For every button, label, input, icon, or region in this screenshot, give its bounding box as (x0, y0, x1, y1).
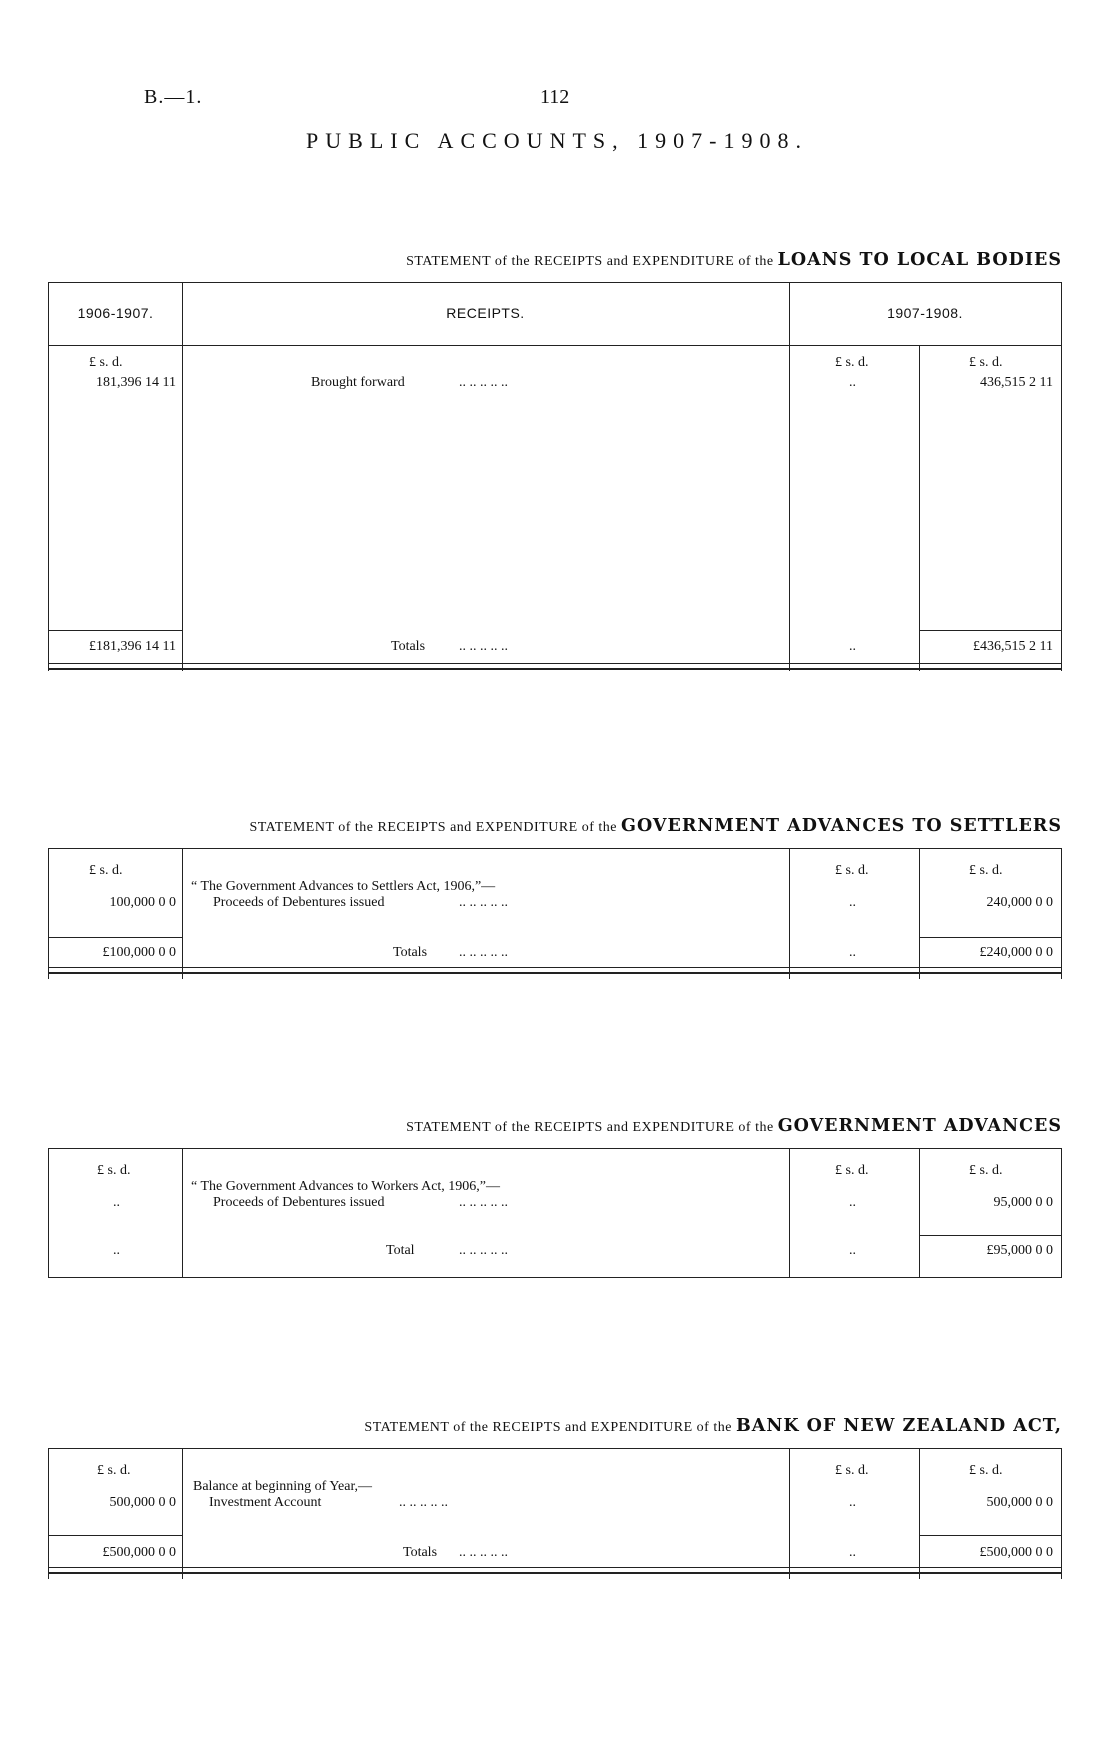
statement-subject: GOVERNMENT ADVANCES TO SETTLERS (621, 816, 1062, 836)
total-curr-value: £95,000 0 0 (986, 1243, 1053, 1258)
row-curr-value: 240,000 0 0 (986, 895, 1053, 910)
statement-subject: BANK OF NEW ZEALAND ACT, (735, 1416, 1062, 1436)
row-label: Proceeds of Debentures issued (213, 895, 385, 910)
statement-subject: LOANS TO LOCAL BODIES (777, 250, 1062, 270)
row-curr-value: 500,000 0 0 (986, 1495, 1053, 1510)
total-curr-value: £240,000 0 0 (979, 945, 1053, 960)
loans-table (48, 282, 1062, 671)
row-label: Proceeds of Debentures issued (213, 1195, 385, 1210)
currency-head-curr: £ s. d. (969, 1163, 1003, 1178)
page-code: B.—1. (144, 86, 203, 108)
leader-dots: .. .. .. .. .. (459, 375, 508, 390)
row-label: Investment Account (209, 1495, 322, 1510)
currency-head-curr: £ s. d. (969, 1463, 1003, 1478)
currency-head-curr: £ s. d. (969, 355, 1003, 370)
leader-dots: .. .. .. .. .. (459, 1545, 508, 1560)
statement-heading-workers (406, 1116, 1062, 1136)
total-curr-value: £436,515 2 11 (973, 639, 1053, 654)
act-heading: “ The Government Advances to Workers Act, 1906,”— (191, 1179, 501, 1194)
currency-head-sub: £ s. d. (835, 1463, 869, 1478)
currency-head-sub: £ s. d. (835, 355, 869, 370)
col-head-receipts: RECEIPTS. (446, 305, 525, 321)
total-sub-value: .. (849, 945, 856, 960)
total-curr-value: £500,000 0 0 (979, 1545, 1053, 1560)
row-curr-value: 436,515 2 11 (980, 375, 1053, 390)
row-sub-value: .. (849, 895, 856, 910)
statement-subject: GOVERNMENT ADVANCES (777, 1116, 1062, 1136)
act-heading: “ The Government Advances to Settlers Act, 1906,”— (191, 879, 496, 894)
total-label: Total (386, 1243, 415, 1258)
page-title: PUBLIC ACCOUNTS, 1907-1908. (306, 128, 808, 153)
leader-dots: .. .. .. .. .. (459, 945, 508, 960)
row-label: Brought forward (311, 375, 405, 390)
currency-head-prev: £ s. d. (97, 1163, 131, 1178)
statement-prefix: STATEMENT of the RECEIPTS and EXPENDITURE of the (364, 1420, 732, 1435)
currency-head-prev: £ s. d. (89, 355, 123, 370)
bank-table (48, 1448, 1062, 1579)
total-prev-value: £500,000 0 0 (102, 1545, 176, 1560)
col-head-prev-year: 1906-1907. (77, 305, 154, 321)
balance-heading: Balance at beginning of Year,— (193, 1479, 373, 1494)
leader-dots: .. .. .. .. .. (399, 1495, 448, 1510)
total-label: Totals (393, 945, 428, 960)
total-label: Totals (403, 1545, 438, 1560)
currency-head-prev: £ s. d. (97, 1463, 131, 1478)
total-label: Totals (391, 639, 426, 654)
statement-heading-loans (406, 250, 1062, 270)
statement-heading-settlers (249, 816, 1062, 836)
page-number: 112 (540, 86, 570, 108)
leader-dots: .. .. .. .. .. (459, 895, 508, 910)
total-prev-value: .. (113, 1243, 120, 1258)
row-sub-value: .. (849, 1195, 856, 1210)
statement-prefix: STATEMENT of the RECEIPTS and EXPENDITURE of the (406, 1120, 774, 1135)
total-sub-value: .. (849, 1243, 856, 1258)
row-prev-value: 100,000 0 0 (109, 895, 176, 910)
col-head-curr-year: 1907-1908. (887, 305, 963, 321)
settlers-table (48, 848, 1062, 979)
statement-prefix: STATEMENT of the RECEIPTS and EXPENDITURE of the (406, 254, 774, 269)
statement-prefix: STATEMENT of the RECEIPTS and EXPENDITURE of the (249, 820, 618, 835)
row-prev-value: 181,396 14 11 (96, 375, 176, 390)
row-sub-value: .. (849, 1495, 856, 1510)
statement-heading-bank (364, 1416, 1062, 1436)
row-prev-value: 500,000 0 0 (109, 1495, 176, 1510)
total-sub-value: .. (849, 639, 856, 654)
currency-head-sub: £ s. d. (835, 863, 869, 878)
row-prev-value: .. (113, 1195, 120, 1210)
workers-table (48, 1148, 1062, 1278)
currency-head-prev: £ s. d. (89, 863, 123, 878)
total-prev-value: £100,000 0 0 (102, 945, 176, 960)
row-sub-value: .. (849, 375, 856, 390)
leader-dots: .. .. .. .. .. (459, 1195, 508, 1210)
currency-head-curr: £ s. d. (969, 863, 1003, 878)
total-prev-value: £181,396 14 11 (89, 639, 176, 654)
total-sub-value: .. (849, 1545, 856, 1560)
row-curr-value: 95,000 0 0 (993, 1195, 1053, 1210)
leader-dots: .. .. .. .. .. (459, 639, 508, 654)
currency-head-sub: £ s. d. (835, 1163, 869, 1178)
leader-dots: .. .. .. .. .. (459, 1243, 508, 1258)
